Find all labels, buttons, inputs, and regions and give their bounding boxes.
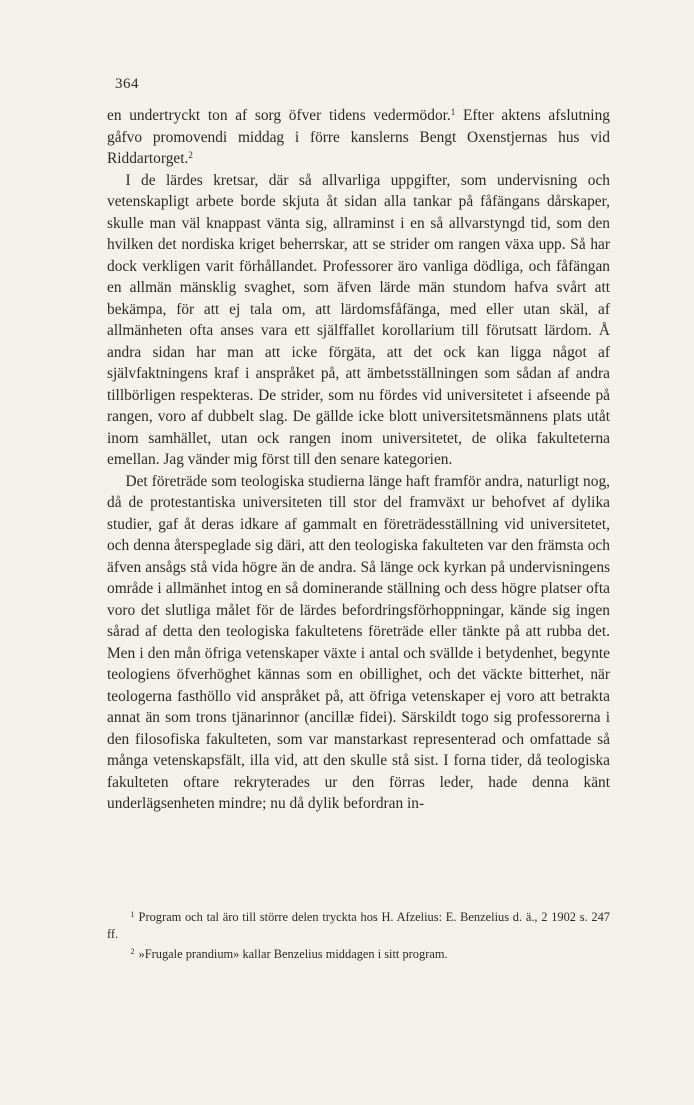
paragraph-3 — [107, 471, 610, 815]
text-segment: en undertryckt ton af sorg öfver tidens vedermödor. — [107, 107, 451, 124]
footnote-mark: 1 — [130, 910, 135, 919]
footnote-2 — [107, 943, 610, 963]
footnote-mark: 2 — [130, 947, 135, 956]
paragraph-1 — [107, 105, 610, 170]
text-segment: Efter aktens afslutning gåfvo promovendi middag i förre kanslerns Bengt Oxenstjernas hus vid Riddartorget. — [107, 107, 610, 167]
page-number: 364 — [115, 76, 139, 92]
footnote-text: »Frugale prandium» kallar Benzelius middagen i sitt program. — [138, 947, 448, 961]
text-segment: I de lärdes kretsar, där så allvarliga uppgifter, som undervisning och vetenskapligt arbete borde skjuta åt sidan alla tankar på fåfängans dårskaper, skulle man väl knappast vänta sig, allraminst i en så allvarstyngd tid, som den hvilken det nordiska kriget beherrskar, att se strider om rangen växa upp. Så har dock verkligen varit förhållandet. Professorer äro vanliga dödliga, och fåfängan en allmän mänsklig svaghet, som äfven lärde män stundom hafva svårt att bekämpa, för att ej tala om, att lärdomsfåfänga, med eller utan skäl, af allmänheten ofta anses vara ett själffallet korollarium till förutsatt lärdom. Å andra sidan har man att icke förgäta, att det ock kan ligga något af självfaktningens kraf i anspråket på, att ämbetsställningen som sådan af andra tillbörligen respekteras. De strider, som nu fördes vid universitetet i afseende på rangen, voro af dubbelt slag. De gällde icke blott universitetsmännens plats utåt inom samhället, utan ock rangen inom universitetet, de olika fakulteterna emellan. Jag vänder mig först till den senare kategorien. — [107, 171, 610, 468]
footnote-ref-2: 2 — [188, 150, 193, 160]
paragraph-2 — [107, 170, 610, 471]
footnotes — [107, 906, 610, 963]
footnote-1 — [107, 906, 610, 943]
footnote-ref-1: 1 — [450, 107, 456, 117]
body-text — [107, 105, 610, 815]
text-segment: Det företräde som teologiska studierna länge haft framför andra, naturligt nog, då de protestantiska universiteten till stor del framväxt ur behofvet af dylika studier, gaf åt deras idkare af gammalt en företrädesställning vid universitetet, och denna återspeglade sig däri, att den teologiska fakulteten var den främsta och äfven ansågs stå vida högre än de andra. Så länge ock kyrkan på undervisningens område i allmänhet intog en så dominerande ställning och dess högre platser ofta voro det slutliga målet för de lärdes befordringsförhoppningar, kände sig ingen sårad af detta den teologiska fakultetens företräde eller tänkte på att rubba det. Men i den mån öfriga vetenskaper växte i antal och svällde i betydenhet, begynte teologiens öfverhöghet kännas som en obillighet, och det väckte bitterhet, när teologerna fasthöllo vid anspråket på, att öfriga vetenskaper ej voro att betrakta annat än som trons tjänarinnor (ancillæ fidei). Särskildt togo sig professorerna i den filosofiska fakulteten, som var manstarkast representerad och omfattade så många vetenskapsfält, illa vid, att den skulle stå sist. I forna tider, då teologiska fakulteten oftare rekryterades ur den förras leder, hade denna känt underlägsenheten mindre; nu då dylik befordran in- — [107, 472, 610, 812]
footnote-text: Program och tal äro till större delen tryckta hos H. Afzelius: E. Benzelius d. ä., 2 1902 s. 247 ff. — [107, 910, 610, 941]
